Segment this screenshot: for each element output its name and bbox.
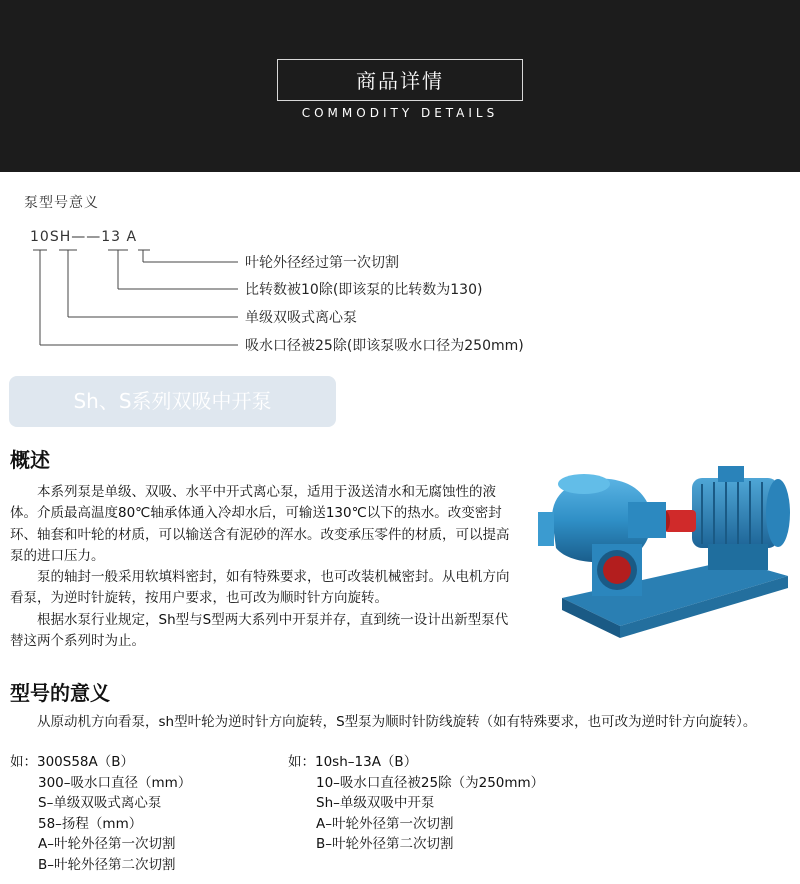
- model-meaning-heading: 型号的意义: [10, 681, 110, 705]
- example-right-item: B–叶轮外径第二次切割: [316, 836, 454, 852]
- overview-paragraph: 根据水泵行业规定，Sh型与S型两大系列中开泵并存，直到统一设计出新型泵代替这两个系列时为止。: [10, 611, 509, 650]
- overview-body: [10, 482, 520, 652]
- diagram-title: 泵型号意义: [24, 195, 99, 211]
- overview-paragraph: 本系列泵是单级、双吸、水平中开式离心泵，适用于汲送清水和无腐蚀性的液体。介质最高温度80℃轴承体通入冷却水后，可输送130℃以下的热水。改变密封环、轴套和叶轮的材质，可以输送含有泥砂的浑水。改变承压零件的材质，可以提高泵的进口压力。: [10, 484, 510, 564]
- diagram-label-inlet: 吸水口径被25除(即该泵吸水口径为250mm): [245, 338, 524, 354]
- example-left-item: B–叶轮外径第二次切割: [38, 856, 176, 873]
- diagram-model-code: 10SH——13 A: [30, 229, 138, 245]
- series-section-title: Sh、S系列双吸中开泵: [73, 389, 272, 413]
- pump-product-image: [532, 448, 796, 640]
- header-banner: [0, 0, 800, 172]
- series-section-pill: [9, 376, 336, 427]
- model-meaning-paragraph: 从原动机方向看泵，sh型叶轮为逆时针方向旋转，S型泵为顺时针防线旋转（如有特殊要求，也可改为逆时针方向旋转）。: [37, 714, 757, 730]
- diagram-label-cut: 叶轮外径经过第一次切割: [245, 255, 399, 271]
- title-frame: [277, 59, 523, 101]
- example-left-item: A–叶轮外径第一次切割: [38, 836, 176, 852]
- example-left-item: S–单级双吸式离心泵: [38, 795, 162, 811]
- model-meaning-intro: [10, 712, 790, 733]
- overview-heading: 概述: [10, 448, 50, 472]
- example-left-item: 58–扬程（mm）: [38, 815, 143, 832]
- example-left-item: 300–吸水口直径（mm）: [38, 774, 192, 791]
- diagram-label-type: 单级双吸式离心泵: [245, 310, 357, 326]
- example-right-item: Sh–单级双吸中开泵: [316, 795, 435, 811]
- example-right-item: A–叶轮外径第一次切割: [316, 815, 454, 832]
- overview-paragraph: 泵的轴封一般采用软填料密封，如有特殊要求，也可改装机械密封。从电机方向看泵，为逆时针旋转，按用户要求，也可改为顺时针方向旋转。: [10, 569, 510, 607]
- example-left-head: 如：300S58A（B）: [10, 754, 135, 770]
- example-right: [288, 752, 544, 855]
- example-left: [10, 752, 191, 875]
- example-right-item: 10–吸水口直径被25除（为250mm）: [316, 774, 545, 791]
- banner-subtitle: COMMODITY DETAILS: [301, 106, 499, 120]
- model-meaning-diagram: [0, 186, 800, 366]
- diagram-label-speed: 比转数被10除(即该泵的比转数为130): [245, 282, 483, 298]
- example-right-head: 如：10sh–13A（B）: [288, 754, 418, 770]
- banner-title: 商品详情: [356, 69, 444, 93]
